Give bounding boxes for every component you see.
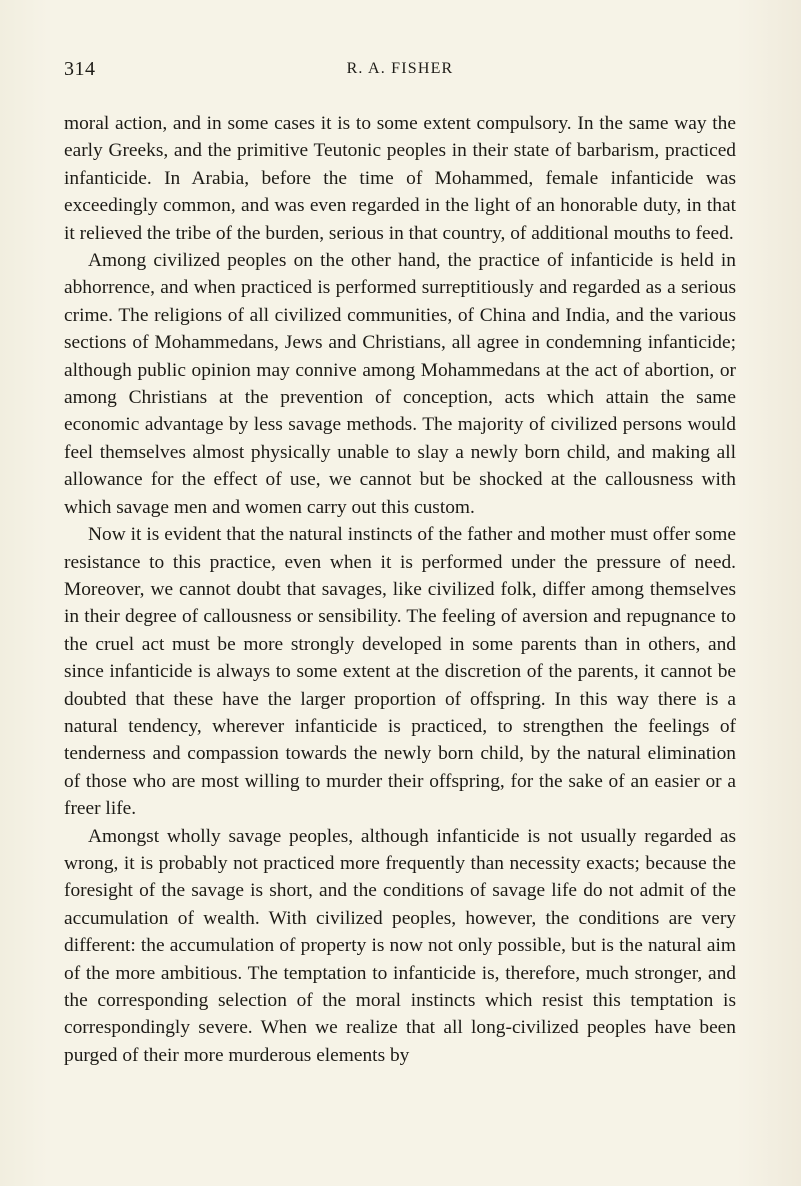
page-number: 314: [64, 58, 96, 80]
paragraph-2: Among civilized peoples on the other hand, the practice of infanticide is held in abhorrence, and when practiced is performed surreptitiously and regarded as a serious crime. The religions of all civilized communities, of China and India, and the various sections of Mohammedans, Jews and Christians, all agree in condemning infanticide; although public opinion may connive among Mohammedans at the act of abortion, or among Christians at the prevention of conception, acts which attain the same economic advantage by less savage methods. The majority of civilized persons would feel themselves almost physically unable to slay a newly born child, and making all allowance for the effect of use, we cannot but be shocked at the callousness with which savage men and women carry out this custom.: [64, 250, 736, 518]
paragraph-4: Amongst wholly savage peoples, although infanticide is not usually regarded as wrong, it is probably not practiced more frequently than necessity exacts; because the foresight of the savage is short, and the conditions of savage life do not admit of the accumulation of wealth. With civilized peoples, however, the conditions are very different: the accumulation of property is now not only possible, but is the natural aim of the more ambitious. The temptation to infanticide is, therefore, much stronger, and the corresponding selection of the moral instincts which resist this temptation is correspondingly severe. When we realize that all long-civilized peoples have been purged of their more murderous elements by: [64, 825, 736, 1066]
running-head: [64, 58, 736, 88]
paragraph-1: moral action, and in some cases it is to some extent compulsory. In the same way the early Greeks, and the primitive Teutonic peoples in their state of barbarism, practiced infanticide. In Arabia, before the time of Mohammed, female infanticide was exceedingly common, and was even regarded in the light of an honorable duty, in that it relieved the tribe of the burden, serious in that country, of additional mouths to feed.: [64, 113, 736, 244]
running-head-author: R. A. FISHER: [346, 60, 454, 77]
body-text: [64, 110, 736, 1069]
paragraph-3: Now it is evident that the natural instincts of the father and mother must offer some resistance to this practice, even when it is performed under the pressure of need. Moreover, we cannot doubt that savages, like civilized folk, differ among themselves in their degree of callousness or sensibility. The feeling of aversion and repugnance to the cruel act must be more strongly developed in some parents than in others, and since infanticide is always to some extent at the discretion of the parents, it cannot be doubted that these have the larger proportion of offspring. In this way there is a natural tendency, wherever infanticide is practiced, to strengthen the feelings of tenderness and compassion towards the newly born child, by the natural elimination of those who are most willing to murder their offspring, for the sake of an easier or a freer life.: [64, 524, 736, 820]
